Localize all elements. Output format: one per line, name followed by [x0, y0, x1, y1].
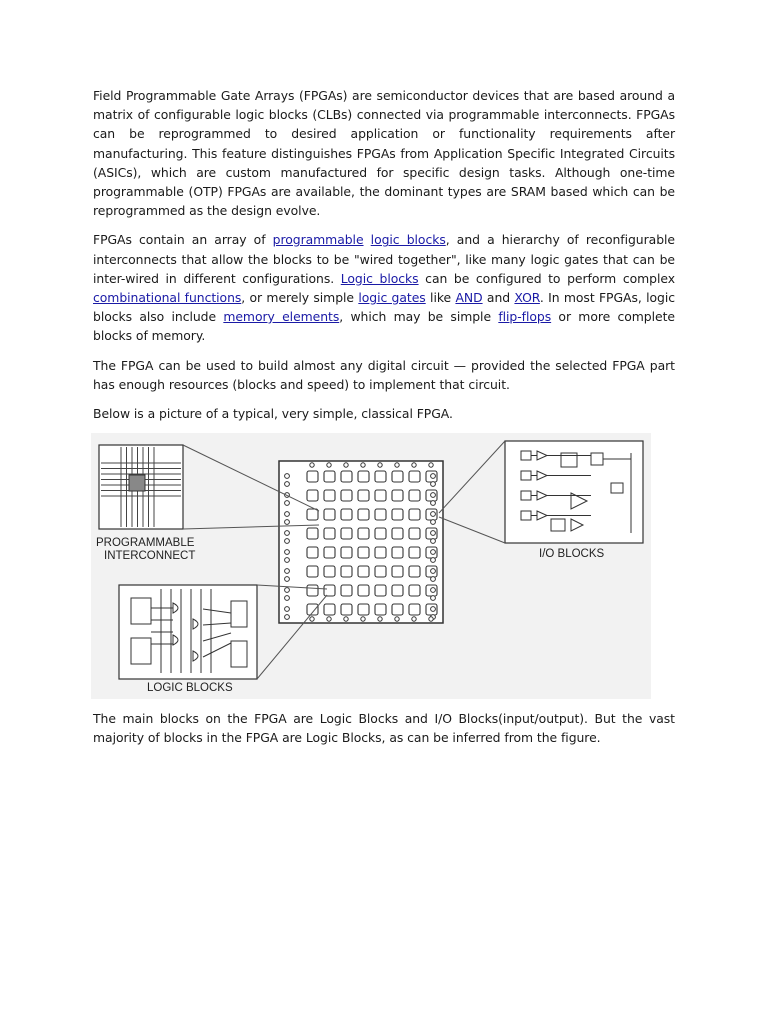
- io-pad: [285, 569, 290, 574]
- io-blocks-detail: [505, 441, 643, 560]
- logic-block-cell: [392, 471, 403, 482]
- logic-block-cell: [358, 585, 369, 596]
- fpga-chip: [279, 461, 443, 623]
- logic-block-cell: [358, 547, 369, 558]
- io-pad: [431, 569, 436, 574]
- logic-block-cell: [358, 509, 369, 520]
- logic-block-cell: [375, 566, 386, 577]
- logic-block-cell: [324, 509, 335, 520]
- text-run: . In most FPGAs, logic blocks also include: [93, 290, 675, 325]
- logic-block-cell: [341, 547, 352, 558]
- logic-block-cell: [341, 490, 352, 501]
- logic-block-cell: [324, 585, 335, 596]
- logic-block-cell: [341, 471, 352, 482]
- logic-block-cell: [341, 566, 352, 577]
- logic-block-cell: [324, 490, 335, 501]
- text-run: , which may be simple: [339, 309, 499, 325]
- logic-block-cell: [324, 528, 335, 539]
- io-pad: [285, 550, 290, 555]
- text-run: , or merely simple: [241, 290, 359, 306]
- paragraph-digital-circuit: The FPGA can be used to build almost any digital circuit — provided the selected FPGA part has enough resources (blocks and speed) to implement that circuit.: [93, 357, 675, 392]
- io-pad: [285, 474, 290, 479]
- text-run: and: [482, 290, 515, 306]
- logic-block-cell: [392, 566, 403, 577]
- io-pad: [285, 607, 290, 612]
- logic-block-cell: [341, 585, 352, 596]
- label-programmable: PROGRAMMABLE: [96, 537, 195, 550]
- logic-block-cell: [409, 585, 420, 596]
- text-run: FPGAs contain an array of: [93, 232, 273, 248]
- logic-block-cell: [307, 490, 318, 501]
- logic-block-cell: [307, 604, 318, 615]
- label-logic-blocks: LOGIC BLOCKS: [147, 682, 233, 695]
- logic-block-cell: [307, 509, 318, 520]
- logic-block-cell: [375, 547, 386, 558]
- logic-block-cell: [409, 528, 420, 539]
- logic-block-cell: [358, 604, 369, 615]
- logic-block-cell: [307, 471, 318, 482]
- logic-block-cell: [392, 509, 403, 520]
- io-pad: [431, 531, 436, 536]
- logic-block-cell: [341, 604, 352, 615]
- logic-block-cell: [375, 509, 386, 520]
- logic-block-cell: [307, 528, 318, 539]
- paragraph-main-blocks: The main blocks on the FPGA are Logic Blocks and I/O Blocks(input/output). But the vast majority of blocks in the FPGA are Logic Blocks, as can be inferred from the figure.: [93, 711, 675, 746]
- logic-block-cell: [324, 547, 335, 558]
- logic-block-cell: [375, 585, 386, 596]
- logic-block-cell: [375, 471, 386, 482]
- fpga-diagram: [91, 433, 651, 699]
- logic-block-cell: [392, 490, 403, 501]
- io-pad: [431, 550, 436, 555]
- logic-block-cell: [324, 471, 335, 482]
- label-interconnect: INTERCONNECT: [104, 550, 196, 563]
- label-io-blocks: I/O BLOCKS: [539, 548, 605, 561]
- logic-block-cell: [324, 566, 335, 577]
- logic-block-cell: [341, 509, 352, 520]
- logic-block-cell: [409, 471, 420, 482]
- logic-block-cell: [409, 604, 420, 615]
- logic-block-cell: [358, 490, 369, 501]
- text-run: or more complete blocks of memory.: [93, 309, 675, 344]
- logic-block-cell: [307, 547, 318, 558]
- text-run: , and a hierarchy of reconfigurable interconnects that allow the blocks to be "wired together", like many logic gates that can be inter-wired in different configurations.: [93, 232, 675, 286]
- logic-block-cell: [358, 566, 369, 577]
- logic-block-cell: [392, 547, 403, 558]
- link-and[interactable]: AND: [455, 290, 483, 306]
- logic-block-cell: [392, 528, 403, 539]
- io-pad: [431, 474, 436, 479]
- fpga-figure: [91, 433, 651, 699]
- logic-block-cell: [375, 604, 386, 615]
- link-xor[interactable]: XOR: [514, 290, 540, 306]
- logic-block-cell: [358, 528, 369, 539]
- logic-block-cell: [341, 528, 352, 539]
- text-run: [364, 232, 371, 247]
- link-programmable[interactable]: programmable: [272, 232, 364, 248]
- logic-block-cell: [324, 604, 335, 615]
- logic-block-cell: [392, 585, 403, 596]
- io-pad: [431, 607, 436, 612]
- io-pad: [285, 588, 290, 593]
- logic-block-cell: [307, 585, 318, 596]
- link-logic-gates[interactable]: logic gates: [358, 290, 426, 306]
- document-body: [93, 86, 675, 758]
- logic-block-cell: [409, 490, 420, 501]
- io-pad: [285, 531, 290, 536]
- logic-block-cell: [409, 566, 420, 577]
- link-memory-elements[interactable]: memory elements: [223, 309, 340, 325]
- logic-block-cell: [409, 547, 420, 558]
- interconnect-detail: [96, 445, 195, 562]
- text-run: like: [425, 290, 456, 306]
- link-logic-blocks-2[interactable]: Logic blocks: [340, 270, 419, 286]
- logic-block-cell: [307, 566, 318, 577]
- logic-block-cell: [375, 490, 386, 501]
- link-flip-flops[interactable]: flip-flops: [498, 309, 552, 325]
- logic-block-cell: [409, 509, 420, 520]
- logic-block-cell: [375, 528, 386, 539]
- io-pad: [431, 493, 436, 498]
- paragraph-fpga-contents: [93, 230, 675, 345]
- io-pad: [431, 588, 436, 593]
- io-pad: [285, 512, 290, 517]
- text-run: can be configured to perform complex: [418, 270, 675, 286]
- logic-block-cell: [358, 471, 369, 482]
- link-combinational-functions[interactable]: combinational functions: [93, 290, 242, 306]
- link-logic-blocks[interactable]: logic blocks: [370, 232, 446, 248]
- paragraph-intro: Field Programmable Gate Arrays (FPGAs) are semiconductor devices that are based around a matrix of configurable logic blocks (CLBs) connected via programmable interconnects. FPGAs can be reprogrammed to desired application or functionality requirements after manufacturing. This feature distinguishes FPGAs from Application Specific Integrated Circuits (ASICs), which are custom manufactured for specific design tasks. Although one-time programmable (OTP) FPGAs are available, the dominant types are SRAM based which can be reprogrammed as the design evolve.: [93, 88, 675, 219]
- paragraph-figure-intro: Below is a picture of a typical, very simple, classical FPGA.: [93, 406, 453, 422]
- logic-blocks-detail: [119, 585, 257, 694]
- io-pad: [431, 512, 436, 517]
- logic-block-cell: [392, 604, 403, 615]
